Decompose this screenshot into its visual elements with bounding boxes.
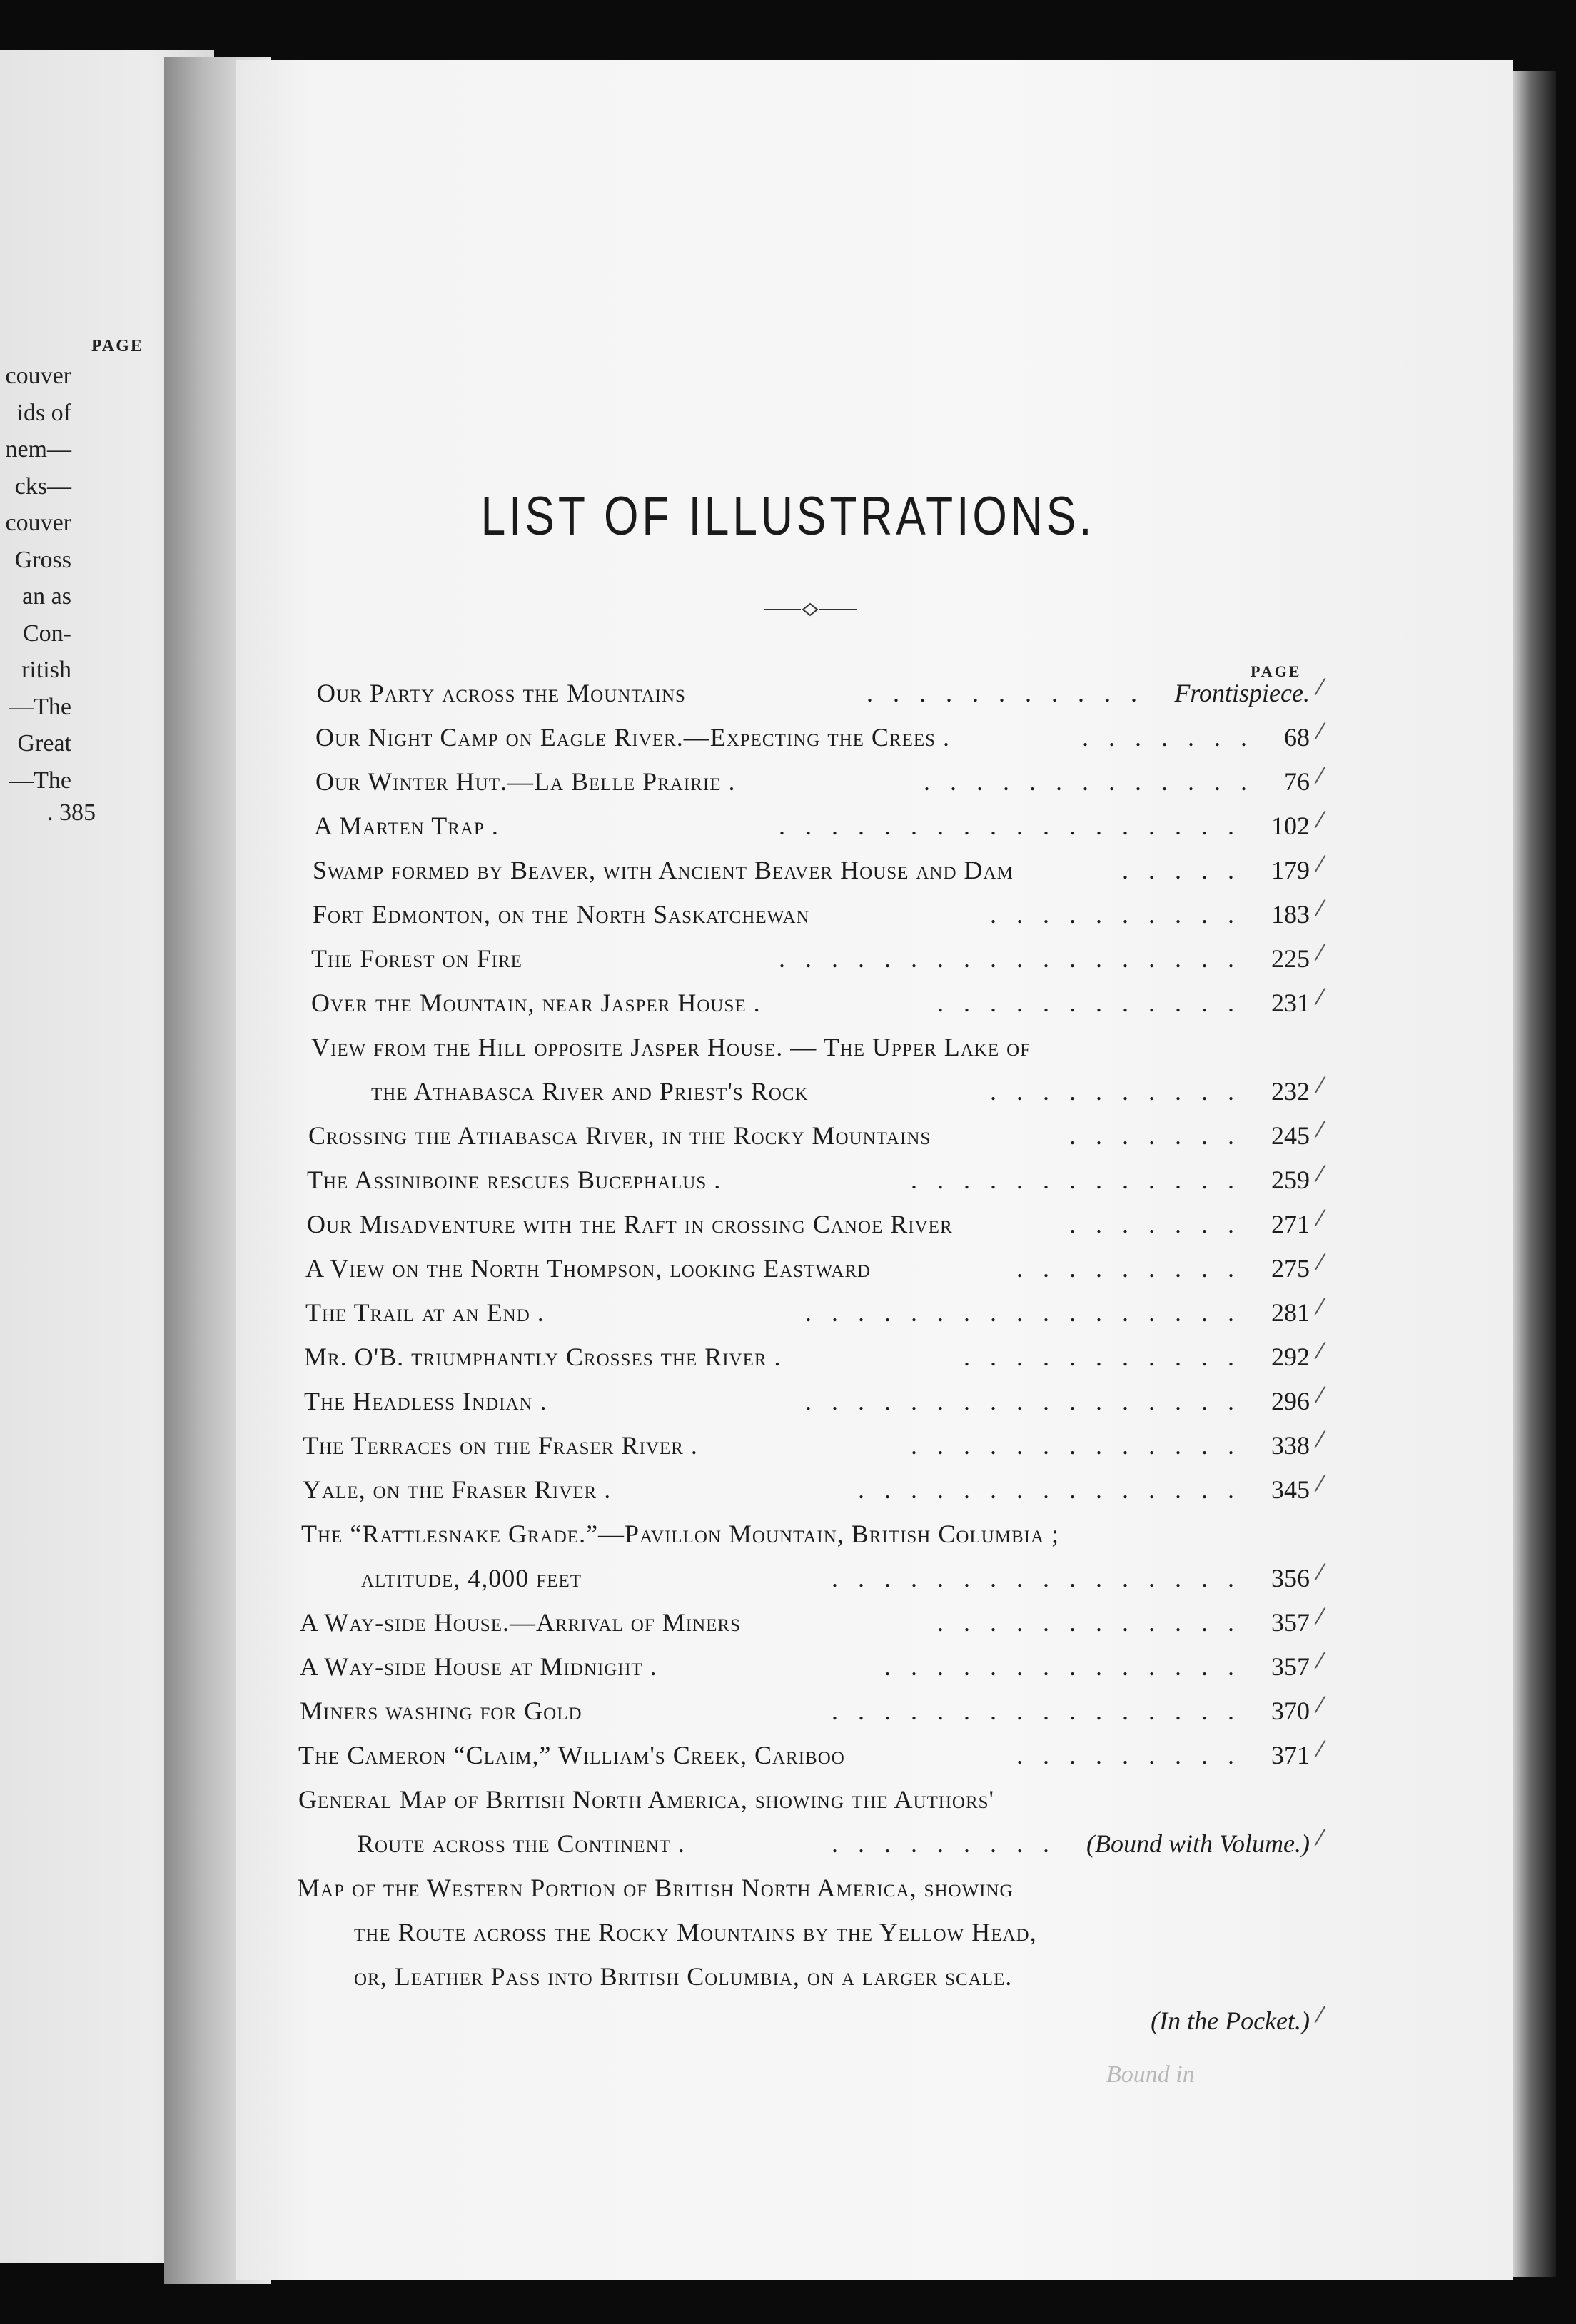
pencil-check-icon: ⁄: [1318, 941, 1323, 966]
leader-dots: ..................: [779, 944, 1254, 973]
facing-page-line: —The: [9, 693, 71, 720]
entry-page-number: 259: [1271, 1166, 1310, 1194]
leader-dots: .......: [1069, 1210, 1254, 1238]
entry-page-number: 357: [1271, 1652, 1310, 1681]
facing-page-line: couver: [5, 510, 71, 536]
leader-dots: .........: [1016, 1254, 1254, 1283]
leader-dots: ...............: [858, 1475, 1254, 1504]
leader-dots: .........: [1016, 1741, 1254, 1769]
facing-page-line: an as: [22, 583, 71, 610]
facing-page-line: Gross: [14, 546, 71, 573]
leader-dots: .........: [832, 1829, 1069, 1858]
pencil-check-icon: ⁄: [1318, 1383, 1323, 1408]
illustration-entry: [354, 1917, 1310, 1956]
entry-page-number: 183: [1271, 900, 1310, 929]
pencil-check-icon: ⁄: [1318, 1649, 1323, 1674]
entry-page-number: 179: [1271, 856, 1310, 884]
leader-dots: .............: [911, 1166, 1254, 1194]
entry-caption: A View on the North Thompson, looking Eastward: [305, 1254, 872, 1283]
entry-caption: Fort Edmonton, on the North Saskatchewan: [313, 900, 810, 929]
entry-page-number: (In the Pocket.): [1151, 2006, 1310, 2035]
entry-page-number: 356: [1271, 1564, 1310, 1592]
leader-dots: .............: [924, 767, 1267, 796]
entry-caption: the Athabasca River and Priest's Rock: [371, 1077, 809, 1106]
illustration-entry: [361, 1560, 1323, 1602]
illustration-entry: [300, 1693, 1323, 1734]
leader-dots: .................: [805, 1298, 1254, 1327]
illustration-entry: [305, 1295, 1323, 1336]
entry-caption: The Trail at an End .: [305, 1298, 545, 1327]
illustration-entry: [298, 1737, 1323, 1779]
entry-caption: Our Winter Hut.—La Belle Prairie .: [315, 767, 736, 796]
entry-page-number: (Bound with Volume.): [1086, 1829, 1310, 1858]
facing-page-line: ids of: [16, 399, 71, 426]
facing-page-line: ritish: [21, 657, 71, 683]
entry-page-number: 370: [1271, 1697, 1310, 1725]
facing-page-header: PAGE: [91, 337, 143, 355]
illustration-entry: [297, 1873, 1310, 1911]
entry-page-number: 271: [1271, 1210, 1310, 1238]
facing-page-number: . 385: [47, 799, 96, 826]
entry-caption: The Cameron “Claim,” William's Creek, Cariboo: [298, 1741, 845, 1769]
pencil-check-icon: ⁄: [1318, 1560, 1323, 1585]
illustration-entry: [357, 1826, 1323, 1867]
leader-dots: .......: [1069, 1121, 1254, 1150]
facing-page-line: nem—: [5, 436, 71, 463]
entry-caption: General Map of British North America, showing the Authors': [298, 1785, 995, 1814]
entry-page-number: 225: [1271, 944, 1310, 973]
pencil-check-icon: ⁄: [1318, 1605, 1323, 1630]
pencil-check-icon: ⁄: [1318, 1339, 1323, 1364]
illustration-entry: [300, 1649, 1323, 1690]
page-title: LIST OF ILLUSTRATIONS.: [480, 486, 1096, 547]
leader-dots: ..........: [990, 1077, 1254, 1106]
entry-caption: Our Misadventure with the Raft in crossing Canoe River: [307, 1210, 953, 1238]
facing-page-line: couver: [5, 363, 71, 389]
illustration-entry: [300, 1605, 1323, 1646]
illustration-entry: [313, 896, 1323, 938]
illustration-entry: [313, 852, 1323, 894]
facing-page-line: —The: [9, 767, 71, 794]
leader-dots: ................: [832, 1697, 1254, 1725]
leader-dots: .............: [911, 1431, 1254, 1460]
entry-page-number: 357: [1271, 1608, 1310, 1637]
pencil-check-icon: ⁄: [1318, 1206, 1323, 1231]
entry-page-number: 281: [1271, 1298, 1310, 1327]
page-column-header: PAGE: [1251, 662, 1302, 680]
pencil-check-icon: ⁄: [1318, 1251, 1323, 1275]
entry-caption: the Route across the Rocky Mountains by the Yellow Head,: [354, 1918, 1037, 1946]
illustration-entry: [307, 1162, 1323, 1203]
leader-dots: ..........: [990, 900, 1254, 929]
leader-dots: .....: [1122, 856, 1254, 884]
leader-dots: ............: [937, 1608, 1254, 1637]
pencil-check-icon: ⁄: [1318, 852, 1323, 877]
entry-caption: Over the Mountain, near Jasper House .: [311, 989, 761, 1017]
entry-caption: Crossing the Athabasca River, in the Rocky Mountains: [308, 1121, 931, 1150]
illustration-entry: [303, 1472, 1323, 1513]
leader-dots: ................: [832, 1564, 1254, 1592]
entry-caption: A Way-side House at Midnight .: [300, 1652, 657, 1681]
pencil-annotation: Bound in: [1106, 2061, 1195, 2088]
leader-dots: ..................: [779, 812, 1254, 840]
entry-caption: The “Rattlesnake Grade.”—Pavillon Mountain, British Columbia ;: [301, 1520, 1060, 1548]
pencil-check-icon: ⁄: [1318, 808, 1323, 833]
entry-caption: The Assiniboine rescues Bucephalus .: [307, 1166, 722, 1194]
pencil-check-icon: ⁄: [1318, 719, 1323, 744]
entry-caption: The Headless Indian .: [304, 1387, 547, 1415]
pencil-check-icon: ⁄: [1318, 985, 1323, 1010]
pencil-check-icon: ⁄: [1318, 675, 1323, 700]
illustration-entry: [354, 1961, 1310, 2000]
illustration-entry: [371, 1073, 1323, 1115]
pencil-check-icon: ⁄: [1318, 1118, 1323, 1143]
pencil-check-icon: ⁄: [1318, 2003, 1323, 2028]
entry-page-number: 232: [1271, 1077, 1310, 1106]
illustration-entry: [304, 1383, 1323, 1425]
illustration-entry: [308, 1118, 1323, 1159]
entry-page-number: 68: [1284, 723, 1310, 752]
entry-caption: Route across the Continent .: [357, 1829, 685, 1858]
entry-caption: A Marten Trap .: [314, 812, 499, 840]
entry-caption: The Forest on Fire: [311, 944, 522, 973]
entry-caption: A Way-side House.—Arrival of Miners: [300, 1608, 742, 1637]
entry-page-number: 245: [1271, 1121, 1310, 1150]
illustration-entry: [304, 1339, 1323, 1380]
entry-page-number: 296: [1271, 1387, 1310, 1415]
illustration-entry: [315, 719, 1323, 761]
leader-dots: ...........: [867, 679, 1157, 707]
entry-caption: altitude, 4,000 feet: [361, 1564, 582, 1592]
entry-caption: Map of the Western Portion of British North America, showing: [297, 1874, 1014, 1902]
entry-page-number: 231: [1271, 989, 1310, 1017]
pencil-check-icon: ⁄: [1318, 1737, 1323, 1762]
leader-dots: .......: [1082, 723, 1267, 752]
entry-caption: Our Party across the Mountains: [317, 679, 686, 707]
illustration-entry: [315, 764, 1323, 805]
entry-page-number: 76: [1284, 767, 1310, 796]
entry-page-number: 275: [1271, 1254, 1310, 1283]
leader-dots: ............: [937, 989, 1254, 1017]
entry-page-number: Frontispiece.: [1174, 679, 1310, 707]
pencil-check-icon: ⁄: [1318, 764, 1323, 789]
entry-caption: Miners washing for Gold: [300, 1697, 582, 1725]
entry-page-number: 371: [1271, 1741, 1310, 1769]
illustration-entry: [303, 1428, 1323, 1469]
entry-caption: The Terraces on the Fraser River .: [303, 1431, 698, 1460]
illustration-entry: [317, 675, 1323, 717]
entry-caption: Yale, on the Fraser River .: [303, 1475, 612, 1504]
facing-page-line: cks—: [14, 473, 71, 500]
entry-page-number: 338: [1271, 1431, 1310, 1460]
illustration-entry: [301, 1519, 1310, 1557]
illustration-entry: [311, 985, 1323, 1026]
entry-caption: Our Night Camp on Eagle River.—Expecting the Crees .: [315, 723, 951, 752]
pencil-check-icon: ⁄: [1318, 896, 1323, 921]
facing-page-line: Great: [17, 730, 71, 757]
entry-caption: Swamp formed by Beaver, with Ancient Beaver House and Dam: [313, 856, 1014, 884]
pencil-check-icon: ⁄: [1318, 1295, 1323, 1320]
pencil-check-icon: ⁄: [1318, 1428, 1323, 1452]
illustration-entry: [354, 2003, 1323, 2044]
illustration-entry: [314, 808, 1323, 849]
entry-caption: View from the Hill opposite Jasper House. — The Upper Lake of: [311, 1033, 1031, 1061]
entry-page-number: 102: [1271, 812, 1310, 840]
entry-page-number: 345: [1271, 1475, 1310, 1504]
pencil-check-icon: ⁄: [1318, 1472, 1323, 1497]
pencil-check-icon: ⁄: [1318, 1826, 1323, 1851]
illustration-entry: [307, 1206, 1323, 1248]
illustration-entry: [311, 941, 1323, 982]
illustration-entry: [305, 1251, 1323, 1292]
leader-dots: ...........: [964, 1343, 1254, 1371]
facing-page-line: Con-: [23, 620, 71, 647]
entry-caption: Mr. O'B. triumphantly Crosses the River .: [304, 1343, 782, 1371]
pencil-check-icon: ⁄: [1318, 1073, 1323, 1098]
entry-page-number: 292: [1271, 1343, 1310, 1371]
illustration-entry: [298, 1784, 1310, 1823]
leader-dots: ..............: [884, 1652, 1254, 1681]
pencil-check-icon: ⁄: [1318, 1693, 1323, 1718]
leader-dots: .................: [805, 1387, 1254, 1415]
pencil-check-icon: ⁄: [1318, 1162, 1323, 1187]
illustration-entry: [311, 1032, 1310, 1071]
entry-caption: or, Leather Pass into British Columbia, on a larger scale.: [354, 1962, 1013, 1991]
